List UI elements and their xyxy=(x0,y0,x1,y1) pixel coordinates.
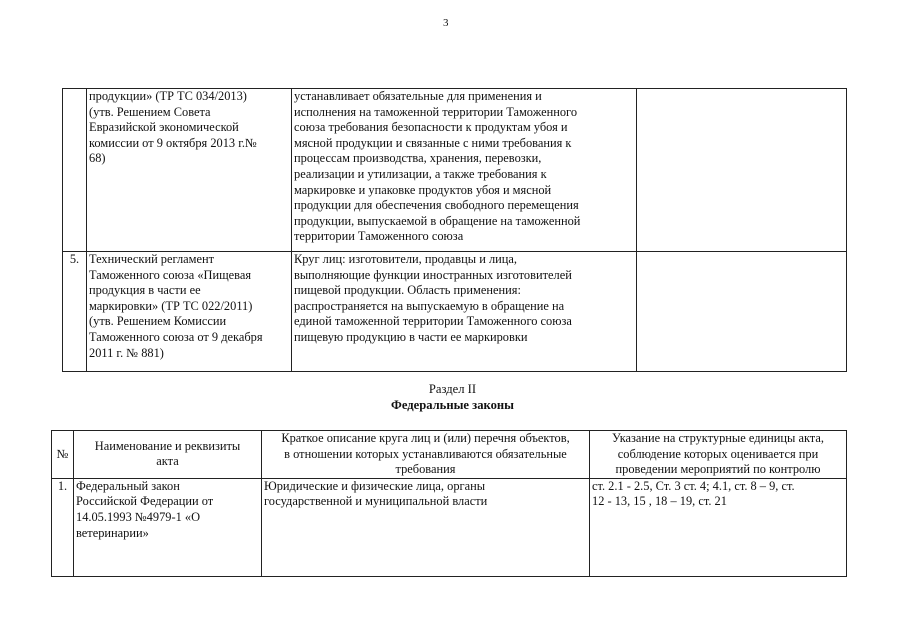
requirements-table-continued xyxy=(62,88,847,372)
structural-units-cell xyxy=(637,252,847,372)
description-cell: Круг лиц: изготовители, продавцы и лица, выполняющие функции иностранных изготовителей пищевой продукции. Область применения: распространяется на выпускаемую в обращение на единой таможенной территории Таможенного союза пищевую продукцию в части ее маркировки xyxy=(292,252,637,372)
federal-laws-table xyxy=(51,430,847,577)
section-title: Федеральные законы xyxy=(391,398,514,412)
structural-units-cell xyxy=(637,89,847,252)
table-header-row xyxy=(52,431,847,479)
act-name-cell: продукции» (ТР ТС 034/2013) (утв. Решением Совета Евразийской экономической комиссии от 9 октября 2013 г.№ 68) xyxy=(87,89,292,252)
row-number: 1. xyxy=(52,478,74,576)
act-name-cell: Технический регламент Таможенного союза «Пищевая продукция в части ее маркировки» (ТР ТС 022/2011) (утв. Решением Комиссии Таможенного союза от 9 декабря 2011 г. № 881) xyxy=(87,252,292,372)
section-label: Раздел II xyxy=(428,382,477,396)
description-cell: устанавливает обязательные для применения и исполнения на таможенной территории Таможенного союза требования безопасности к продуктам убоя и мясной продукции и связанные с ними требования к процессам производства, хранения, перевозки, реализации и утилизации, а также требования к маркировке и упаковке продуктов убоя и мясной продукции для обеспечения свободного перемещения продукции, выпускаемой в обращение на таможенной территории Таможенного союза xyxy=(292,89,637,252)
structural-units-cell: ст. 2.1 - 2.5, Ст. 3 ст. 4; 4.1, ст. 8 – 9, ст. 12 - 13, 15 , 18 – 19, ст. 21 xyxy=(590,478,847,576)
header-structural-units: Указание на структурные единицы акта, соблюдение которых оценивается при проведении мероприятий по контролю xyxy=(590,431,847,479)
header-act-name: Наименование и реквизиты акта xyxy=(74,431,262,479)
description-cell: Юридические и физические лица, органы государственной и муниципальной власти xyxy=(262,478,590,576)
table-row xyxy=(52,478,847,576)
table-row xyxy=(63,252,847,372)
act-name-cell: Федеральный закон Российской Федерации от 14.05.1993 №4979-1 «О ветеринарии» xyxy=(74,478,262,576)
header-number: № xyxy=(52,431,74,479)
row-number xyxy=(63,89,87,252)
page-number: 3 xyxy=(443,17,449,29)
header-description: Краткое описание круга лиц и (или) перечня объектов, в отношении которых устанавливаются обязательные требования xyxy=(262,431,590,479)
row-number: 5. xyxy=(63,252,87,372)
table-row xyxy=(63,89,847,252)
